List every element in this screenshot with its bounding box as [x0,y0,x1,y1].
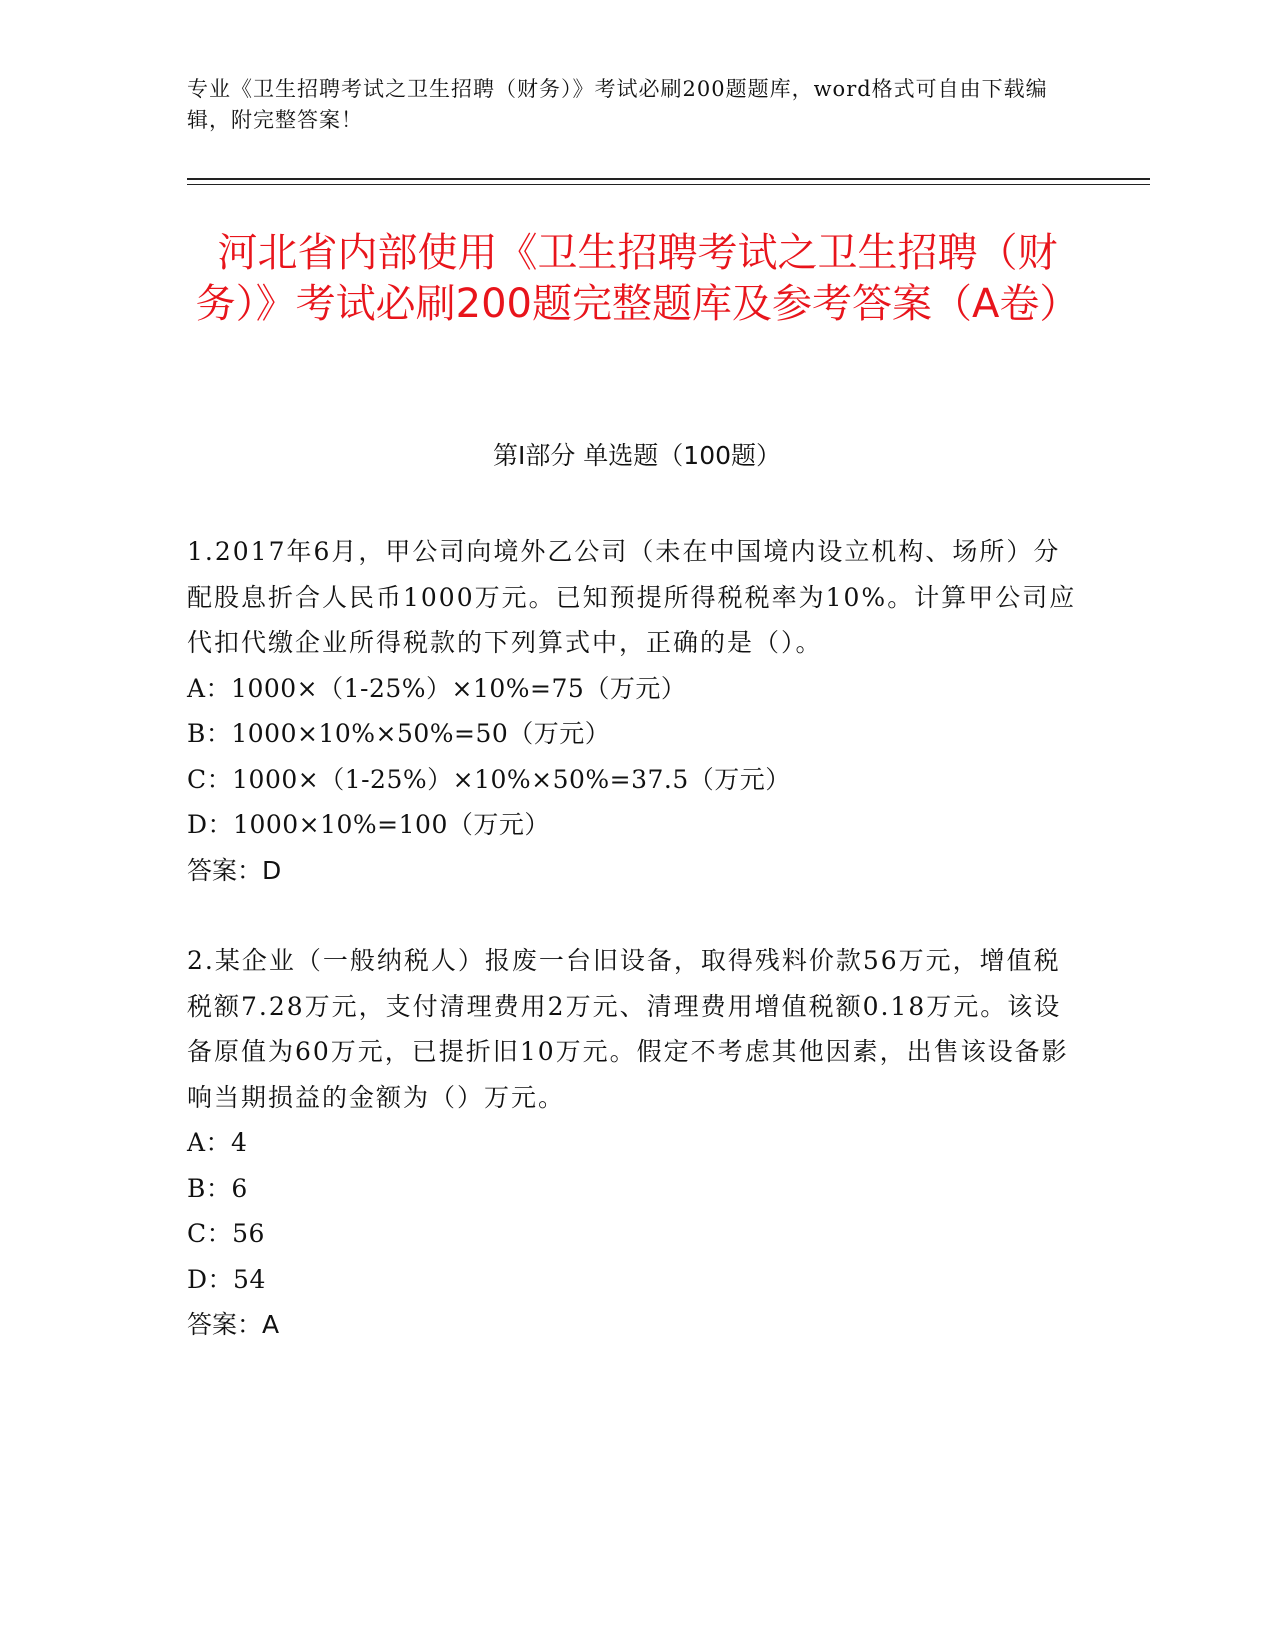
question-stem: 1.2017年6月，甲公司向境外乙公司（未在中国境内设立机构、场所）分配股息折合人民币1000万元。已知预提所得税税率为10%。计算甲公司应代扣代缴企业所得税款的下列算式中，正确的是（）。 [187,537,1077,657]
header-divider-thin [187,184,1150,185]
section-title: 第Ⅰ部分 单选题（100题） [492,441,782,470]
option-b: B：6 [187,1173,248,1203]
option-d: D：54 [187,1264,266,1294]
header-divider-thick [187,178,1150,180]
answer: 答案：A [187,1310,280,1339]
option-b: B：1000×10%×50%=50（万元） [187,719,611,748]
option-d: D：1000×10%=100（万元） [187,810,550,839]
header-note: 专业《卫生招聘考试之卫生招聘（财务）》考试必刷200题题库，word格式可自由下载编辑，附完整答案！ [187,77,1048,132]
question-2 [187,938,1077,1348]
option-c: C：1000×（1-25%）×10%×50%=37.5（万元） [187,764,791,794]
option-a: A：4 [187,1128,248,1157]
answer: 答案：D [187,855,282,885]
document-title: 河北省内部使用《卫生招聘考试之卫生招聘（财务）》考试必刷200题完整题库及参考答案（A卷） [195,230,1080,327]
question-stem: 2.某企业（一般纳税人）报废一台旧设备，取得残料价款56万元，增值税税额7.28万元，支付清理费用2万元、清理费用增值税额0.18万元。该设备原值为60万元，已提折旧10万元。假定不考虑其他因素，出售该设备影响当期损益的金额为（）万元。 [187,946,1069,1112]
option-a: A：1000×（1-25%）×10%=75（万元） [187,673,687,703]
question-1 [187,529,1077,893]
option-c: C：56 [187,1219,265,1248]
